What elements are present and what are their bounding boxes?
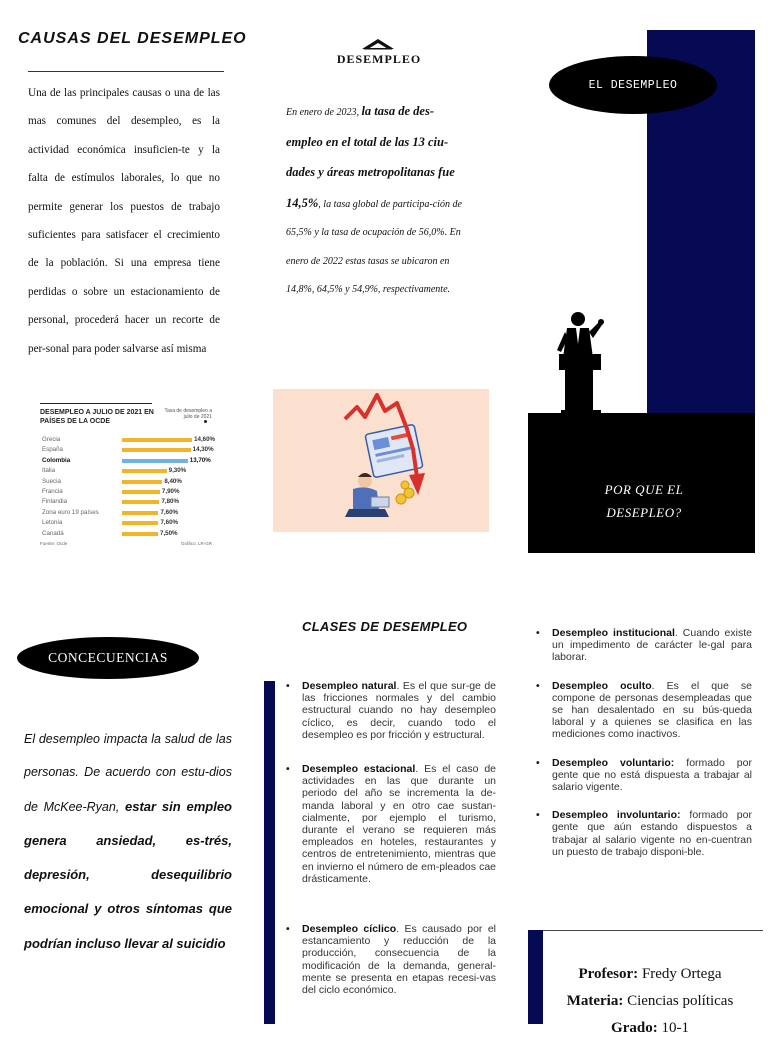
chart-credit: Gráfico: LR-GR (180, 541, 212, 546)
chart-category-label: Letonia (42, 519, 63, 527)
chart-bar (122, 438, 192, 442)
desempleo-heading: DESEMPLEO (336, 52, 422, 66)
chart-value-label: 9,30% (168, 467, 187, 475)
profesor-line (550, 961, 750, 988)
desempleo-logo (360, 38, 396, 50)
materia-line (550, 988, 750, 1015)
chart-row (40, 487, 212, 497)
item-term: Desempleo estacional (302, 763, 416, 776)
list-item (302, 923, 496, 996)
chart-bar (122, 521, 158, 525)
profesor-label: Profesor: (578, 966, 639, 982)
item-text: . Cuando existe un impedimento de carácter le-gal para laborar. (552, 627, 752, 664)
list-item (552, 627, 752, 664)
falling-chart-illustration (273, 389, 489, 532)
chart-value-label: 7,60% (160, 519, 179, 527)
list-item (552, 809, 752, 858)
chart-category-label: Francia (42, 488, 63, 495)
chart-bar (122, 511, 158, 515)
chart-category-label: España (42, 446, 63, 454)
item-term: Desempleo oculto (552, 679, 652, 692)
chart-title: DESEMPLEO A JULIO DE 2021 EN PAÍSES DE LA OCDE (40, 409, 154, 425)
chart-value-label: 7,90% (161, 488, 180, 495)
chart-category-label: Italia (42, 467, 56, 475)
title-divider (28, 71, 224, 72)
item-text: . Es el caso de actividades en las que durante un periodo del año se incrementa la de-manda laboral y en otro cae sustan-cialmente, por ejemplo el turismo, durante el verano se requieren más empleados en hoteles, restaurantes y centros de entretenimiento, mientras que en invierno el número de em-pleados cae drásticamente. (302, 763, 496, 885)
chart-bar (122, 490, 160, 494)
chart-category-label: Zona euro 19 países (42, 508, 99, 516)
item-text: . Es el que sur-ge de las fricciones normales y del cambio estructural cuando no hay desempleo cíclico, es decir, cuando todo el desempleo es por fricción y estructural. (302, 680, 497, 741)
chart-bar (122, 459, 188, 463)
stats-intro: En enero de 2023, (286, 107, 362, 118)
chart-row (40, 435, 216, 445)
materia-label: Materia: (566, 993, 624, 1009)
chart-bar (122, 448, 191, 452)
chart-value-label: 7,60% (160, 508, 179, 516)
chart-value-label: 14,60% (194, 436, 216, 443)
ocde-unemployment-chart (40, 403, 216, 549)
item-text: formado por gente que no está dispuesta a trabajar al salario vigente. (552, 756, 752, 794)
chart-note-marker (204, 420, 207, 423)
chart-category-label: Colombia (42, 456, 71, 464)
chart-bar (122, 532, 158, 536)
desempleo-stats-paragraph (286, 97, 470, 305)
blue-side-bar (264, 681, 275, 1024)
item-term: Desempleo natural (302, 680, 397, 692)
consecuencias-highlight: estar sin empleo genera ansiedad, es-trés, depresión, desequilibrio emocional y otros síntomas que podrían incluso llevar al suicidio (24, 798, 232, 951)
chart-row (40, 456, 212, 466)
item-term: Desempleo involuntario: (552, 809, 681, 822)
chart-category-label: Finlandia (42, 498, 68, 506)
clases-list (302, 680, 496, 996)
chart-top-rule (40, 403, 152, 404)
item-text: formado por gente que aún estando dispuestos a trabajar al salario vigente no en-cuentran un puesto de trabajo disponi-ble. (552, 809, 752, 858)
stats-rest: , la tasa global de participa-ción de 65,5% y la tasa de ocupación de 56,0%. En enero de 2022 estas tasas se ubicaron en 14,8%, 64,5% y 54,9%, respectivamente. (286, 198, 462, 295)
list-item (552, 757, 752, 794)
chart-category-label: Grecia (42, 436, 61, 443)
chart-row (40, 477, 212, 487)
profesor-name: Fredy Ortega (638, 966, 722, 982)
grado-label: Grado: (611, 1020, 658, 1036)
chart-row (40, 445, 212, 455)
chart-bar (122, 480, 162, 484)
clases-list-continued (552, 627, 752, 874)
grado-line (550, 1015, 750, 1042)
chart-note: Tasa de desempleo a julio de 2021 (164, 408, 212, 420)
causas-paragraph: Una de las principales causas o una de las mas comunes del desempleo, es la actividad económica insuficien-te y la falta de estímulos laborales, lo que no permite generar los puestos de trabajo suficientes para satisfacer el crecimiento de la población. Si una empresa tiene perdidas o sobre un estacionamiento de personal, procederá hacer un recorte de per-sonal para poder salvarse así misma (28, 87, 220, 355)
chart-row (40, 529, 212, 539)
clases-title: CLASES DE DESEMPLEO (302, 619, 468, 634)
consecuencias-paragraph (24, 723, 232, 961)
grado-name: 10-1 (657, 1020, 689, 1036)
item-term: Desempleo institucional (552, 627, 675, 639)
chart-category-label: Suecia (42, 477, 61, 485)
chart-category-label: Canadá (42, 529, 64, 537)
chart-bar (122, 500, 159, 504)
chart-row (40, 508, 212, 518)
item-text: . Es causado por el estancamiento y reducción de la producción, consecuencia de la modificación de la demanda, general-mente se presenta en etapas recesi-vas del ciclo económico. (302, 923, 496, 997)
stats-highlight: la tasa de des-empleo en el total de las 13 ciu-dades y áreas metropolitanas fue 14,5% (286, 104, 455, 210)
chart-row (40, 497, 212, 507)
materia-name: Ciencias políticas (623, 993, 734, 1009)
question-text: POR QUE EL DESEPLEO? (604, 482, 684, 520)
chart-value-label: 8,40% (164, 477, 182, 485)
chart-row (40, 466, 212, 476)
item-text: . Es el que se compone de personas desempleadas que se han desalentado en su bús-queda laboral y a quienes se clasifica en las mediciones como inactivos. (552, 679, 752, 741)
chart-value-label: 7,50% (160, 529, 178, 537)
chart-value-label: 7,80% (161, 498, 179, 506)
list-item (302, 763, 496, 885)
item-term: Desempleo voluntario: (552, 756, 675, 769)
list-item (302, 680, 496, 741)
item-term: Desempleo cíclico (302, 923, 397, 936)
chart-value-label: 14,30% (192, 446, 214, 454)
consecuencias-intro: El desempleo impacta la salud de las personas. De acuerdo con estu-dios de McKee-Ryan, (24, 732, 232, 814)
chart-value-label: 13,70% (189, 456, 211, 464)
speaker-silhouette-icon (553, 310, 613, 415)
el-desempleo-oval: EL DESEMPLEO (549, 56, 717, 114)
credits-divider (542, 930, 763, 931)
chart-bar (122, 469, 167, 473)
causas-title: CAUSAS DEL DESEMPLEO (18, 30, 247, 47)
list-item (552, 680, 752, 741)
chart-source: Fuente: Ocde (40, 541, 68, 546)
consecuencias-oval: CONCECUENCIAS (17, 637, 199, 679)
blue-credits-bar (528, 930, 543, 1024)
chart-row (40, 518, 212, 528)
